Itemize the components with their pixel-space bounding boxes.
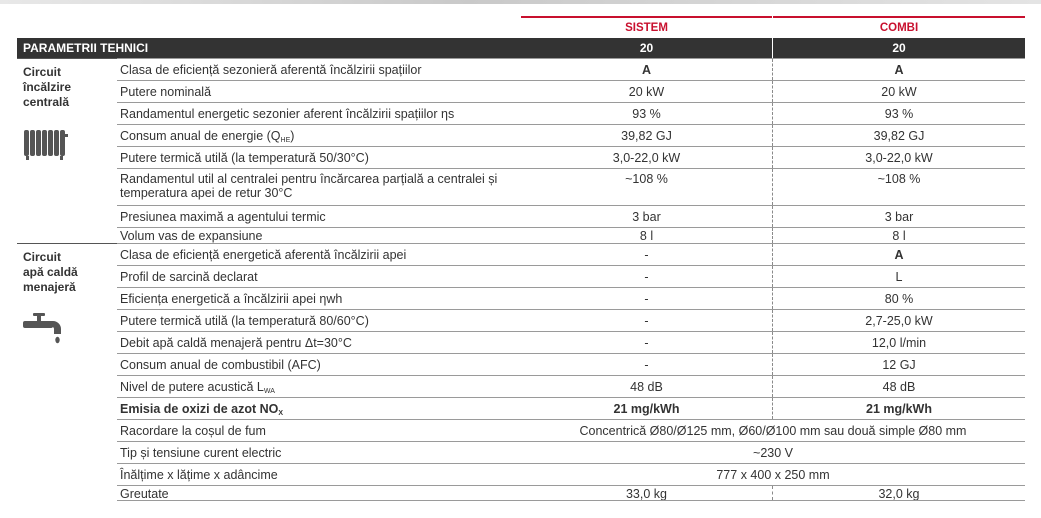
row-value-sistem: - xyxy=(644,248,649,262)
table-row xyxy=(117,353,1025,375)
row-label: Eficiența energetică a încălzirii apei ηwh xyxy=(120,292,343,306)
table-row xyxy=(117,58,1025,80)
table-row xyxy=(117,102,1025,124)
table-row xyxy=(117,419,1025,441)
table-row xyxy=(117,485,1025,500)
row-value-combi: L xyxy=(895,270,903,284)
row-value-sistem: - xyxy=(644,270,649,284)
row-label: Greutate xyxy=(120,487,169,501)
table-row xyxy=(117,124,1025,146)
row-label: Volum vas de expansiune xyxy=(120,229,263,243)
row-value-combi: 12 GJ xyxy=(882,358,916,372)
row-label: Consum anual de combustibil (AFC) xyxy=(120,358,321,372)
row-value-combi: 32,0 kg xyxy=(878,487,920,501)
table-row xyxy=(117,309,1025,331)
row-value-combi: 39,82 GJ xyxy=(873,129,925,143)
row-value-combi: 2,7-25,0 kW xyxy=(865,314,933,328)
row-value-combi: 80 % xyxy=(884,292,914,306)
section-dhw-circuit xyxy=(17,243,117,353)
row-value-sistem: 33,0 kg xyxy=(625,487,667,501)
table-row xyxy=(117,397,1025,419)
table-row xyxy=(117,205,1025,227)
row-value-sistem: - xyxy=(644,292,649,306)
row-value-shared: 777 x 400 x 250 mm xyxy=(716,468,830,482)
row-value-sistem: 39,82 GJ xyxy=(621,129,672,143)
row-value-sistem: 48 dB xyxy=(630,380,663,394)
section-heating-circuit xyxy=(17,58,117,243)
row-label: Emisia de oxizi de azot $NO_X$ xyxy=(120,402,284,417)
section-title-heating: Circuit încălzire centrală xyxy=(23,65,72,109)
section-title-dhw: Circuit apă caldă menajeră xyxy=(23,250,78,294)
label-subscript: X xyxy=(278,410,284,417)
row-value-combi: ~108 % xyxy=(877,172,921,186)
row-value-sistem: 8 l xyxy=(639,229,654,243)
row-value-combi: 93 % xyxy=(884,107,914,121)
row-label: Tip și tensiune curent electric xyxy=(120,446,282,460)
row-label: Consum anual de energie $(Q_{HE})$ xyxy=(120,129,295,144)
row-label: Putere nominală xyxy=(120,85,212,99)
row-value-combi: 8 l xyxy=(892,229,906,243)
table-row xyxy=(117,441,1025,463)
row-value-sistem: ~108 % xyxy=(625,172,668,186)
table-row xyxy=(117,375,1025,397)
row-value-combi: 21 mg/kWh xyxy=(866,402,932,416)
table-row xyxy=(117,287,1025,309)
table-bottom-border xyxy=(117,500,1025,501)
radiator-icon xyxy=(23,125,69,161)
row-label: Clasa de eficiență energetică aferentă încălzirii apei xyxy=(120,248,407,262)
header-value-combi: 20 xyxy=(892,41,906,55)
table-row xyxy=(117,80,1025,102)
column-header-sistem: SISTEM xyxy=(521,16,772,38)
row-value-sistem: 3 bar xyxy=(632,210,661,224)
row-label: Randamentul util al centralei pentru încărcarea parțială a centralei și temperatura apei de retur 30°C xyxy=(120,172,498,200)
table-row xyxy=(117,463,1025,485)
row-label: Racordare la coșul de fum xyxy=(120,424,266,438)
row-value-sistem: 20 kW xyxy=(628,85,665,99)
row-label: Putere termică utilă (la temperatură 50/30°C) xyxy=(120,151,369,165)
row-value-sistem: A xyxy=(641,63,652,77)
row-label: Profil de sarcină declarat xyxy=(120,270,258,284)
row-value-combi: 12,0 l/min xyxy=(871,336,927,350)
header-value-sistem: 20 xyxy=(639,41,654,55)
row-value-combi: 20 kW xyxy=(881,85,917,99)
row-label: Nivel de putere acustică $L_{WA}$ xyxy=(120,380,275,395)
row-label: Debit apă caldă menajeră pentru Δt=30°C xyxy=(120,336,352,350)
table-row xyxy=(117,331,1025,353)
row-value-combi: 48 dB xyxy=(882,380,916,394)
row-label: Clasa de eficiență sezonieră aferentă încălzirii spațiilor xyxy=(120,63,422,77)
row-value-sistem: - xyxy=(644,336,649,350)
row-value-shared: ~230 V xyxy=(753,446,793,460)
row-value-sistem: 21 mg/kWh xyxy=(613,402,680,416)
row-value-sistem: - xyxy=(644,314,649,328)
row-label: Randamentul energetic sezonier aferent încălzirii spațiilor ηs xyxy=(120,107,455,121)
column-header-combi: COMBI xyxy=(773,16,1025,38)
table-header-row xyxy=(17,38,1025,58)
row-value-combi: A xyxy=(894,248,904,262)
row-value-sistem: - xyxy=(644,358,649,372)
table-row xyxy=(117,243,1025,265)
table-row xyxy=(117,146,1025,168)
table-header-label: PARAMETRII TEHNICI xyxy=(23,41,149,55)
table-row xyxy=(117,227,1025,243)
row-label: Putere termică utilă (la temperatură 80/60°C) xyxy=(120,314,369,328)
label-subscript: WA xyxy=(263,388,275,395)
row-value-combi: 3 bar xyxy=(884,210,914,224)
row-label: Presiunea maximă a agentului termic xyxy=(120,210,326,224)
row-value-sistem: 93 % xyxy=(632,107,661,121)
row-label: Înălțime x lățime x adâncime xyxy=(120,468,278,482)
water-tap-icon xyxy=(23,312,65,346)
row-value-sistem: 3,0-22,0 kW xyxy=(612,151,681,165)
row-value-combi: A xyxy=(894,63,904,77)
table-row xyxy=(117,265,1025,287)
row-value-shared: Concentrică Ø80/Ø125 mm, Ø60/Ø100 mm sau două simple Ø80 mm xyxy=(579,424,967,438)
top-decorative-band xyxy=(0,0,1041,4)
label-subscript: HE xyxy=(280,137,291,144)
row-value-combi: 3,0-22,0 kW xyxy=(865,151,933,165)
table-row xyxy=(117,168,1025,205)
